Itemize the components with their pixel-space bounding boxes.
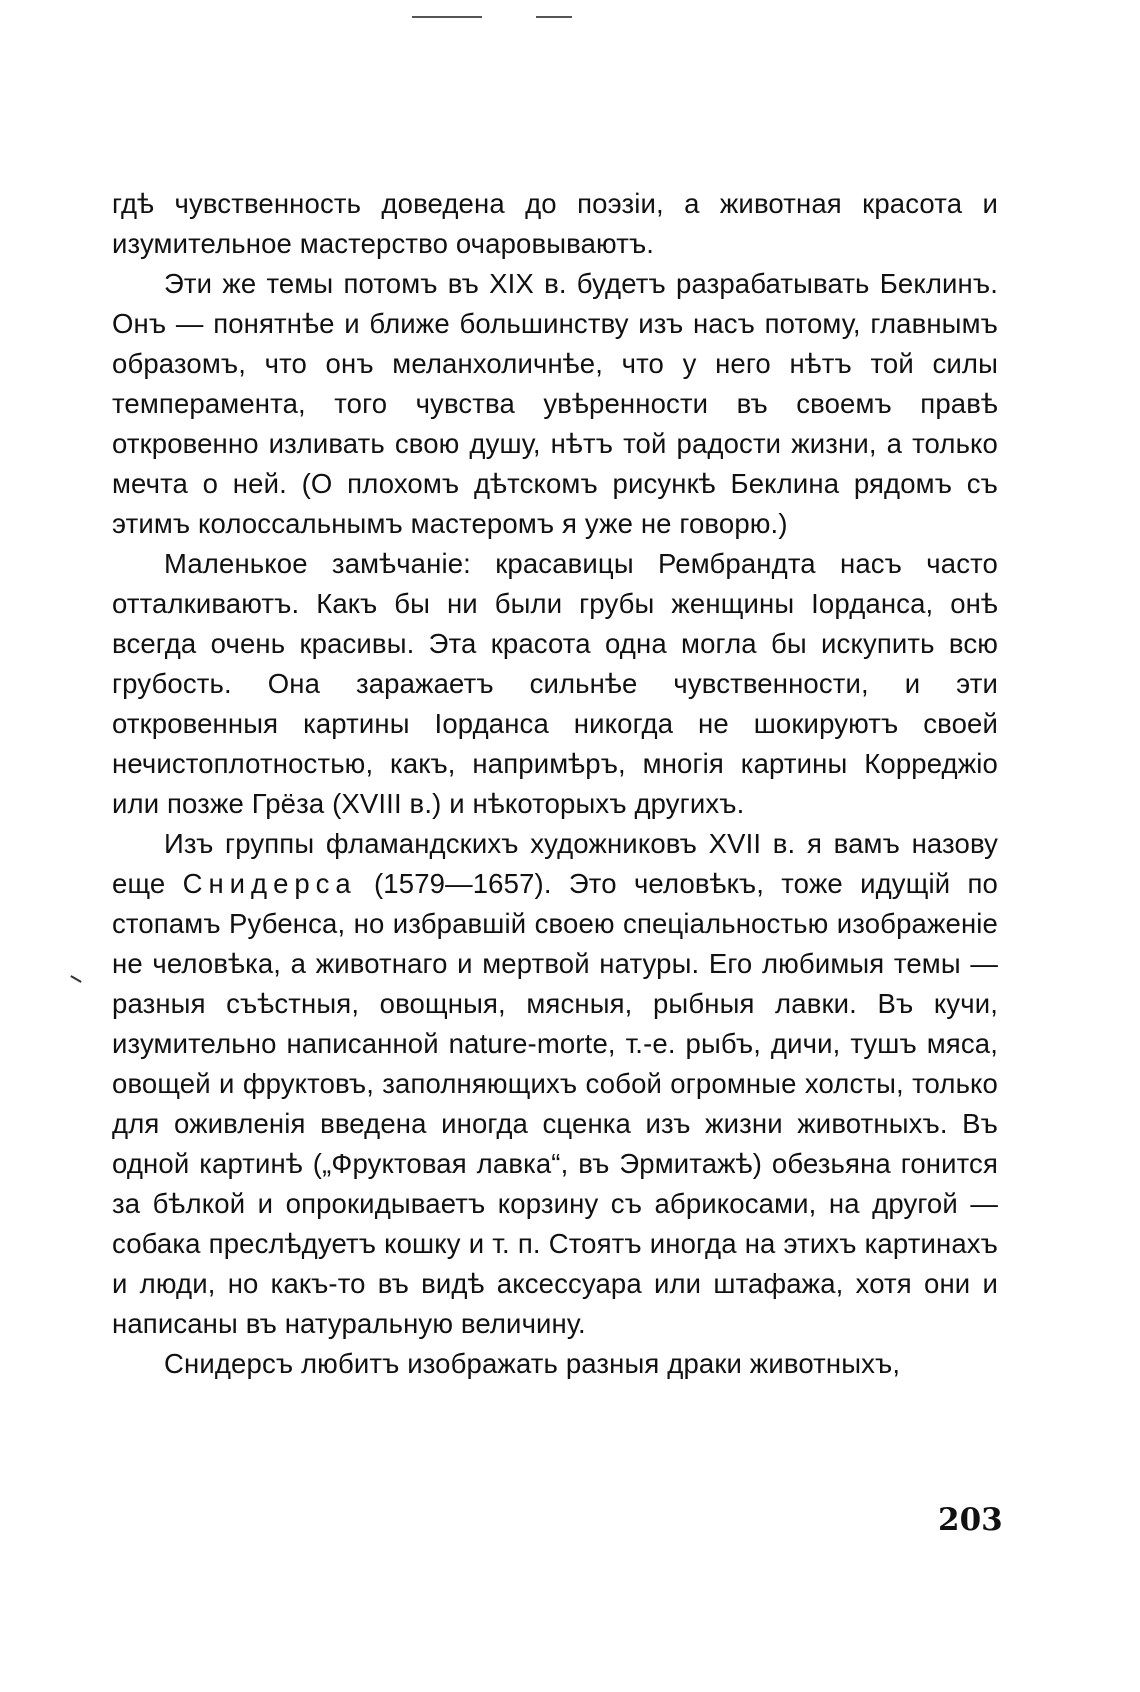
spaced-name: Снидерса — [182, 868, 357, 899]
margin-mark — [70, 975, 81, 983]
paragraph: Маленькое замѣчаніе: красавицы Рембрандта насъ часто отталкиваютъ. Какъ бы ни были грубы женщины Іорданса, онѣ всегда очень красивы. Эта красота одна могла бы искупить всю грубость. Она заражаетъ сильнѣе чувственности, и эти откровенныя картины Іорданса никогда не шокируютъ своей нечистоплотностью, какъ, напримѣръ, многія картины Корреджіо или позже Грёза (XVIII в.) и нѣкоторыхъ другихъ. — [112, 548, 998, 819]
page-number: 203 — [938, 1502, 1003, 1538]
paragraph-text: (1579—1657). Это человѣкъ, тоже идущій по стопамъ Рубенса, но избравшій своею спеціальностью изображеніе не человѣка, а животнаго и мертвой натуры. Его любимыя темы — разныя съѣстныя, овощныя, мясныя, рыбныя лавки. Въ кучи, изумительно написанной nature-morte, т.-е. рыбъ, дичи, тушъ мяса, овощей и фруктовъ, заполняющихъ собой огромные холсты, только для оживленія введена иногда сценка изъ жизни животныхъ. Въ одной картинѣ („Фруктовая лавка“, въ Эрмитажѣ) обезьяна гонится за бѣлкой и опрокидываетъ корзину съ абрикосами, на другой — собака преслѣдуетъ кошку и т. п. Стоятъ иногда на этихъ картинахъ и люди, но какъ-то въ видѣ аксессуара или штафажа, хотя они и написаны въ натуральную величину. — [112, 868, 998, 1339]
paragraph: Эти же темы потомъ въ XIX в. будетъ разрабатывать Беклинъ. Онъ — понятнѣе и ближе большинству изъ насъ потому, главнымъ образомъ, что онъ меланхоличнѣе, что у него нѣтъ той силы темперамента, того чувства увѣренности въ своемъ правѣ откровенно изливать свою душу, нѣтъ той радости жизни, а только мечта о ней. (О плохомъ дѣтскомъ рисункѣ Беклина рядомъ съ этимъ колоссальнымъ мастеромъ я уже не говорю.) — [112, 268, 998, 539]
paragraph — [112, 824, 998, 1344]
paragraph-text: Изъ группы фламандскихъ художниковъ XVII в. я вамъ назову еще — [112, 828, 998, 899]
header-rule — [412, 16, 482, 18]
paragraph: Снидерсъ любитъ изображать разныя драки животныхъ, — [164, 1348, 901, 1379]
paragraph: гдѣ чувственность доведена до поэзіи, а животная красота и изумительное мастерство очаровываютъ. — [112, 188, 998, 259]
body-text — [112, 184, 998, 1384]
header-rule — [536, 16, 572, 18]
